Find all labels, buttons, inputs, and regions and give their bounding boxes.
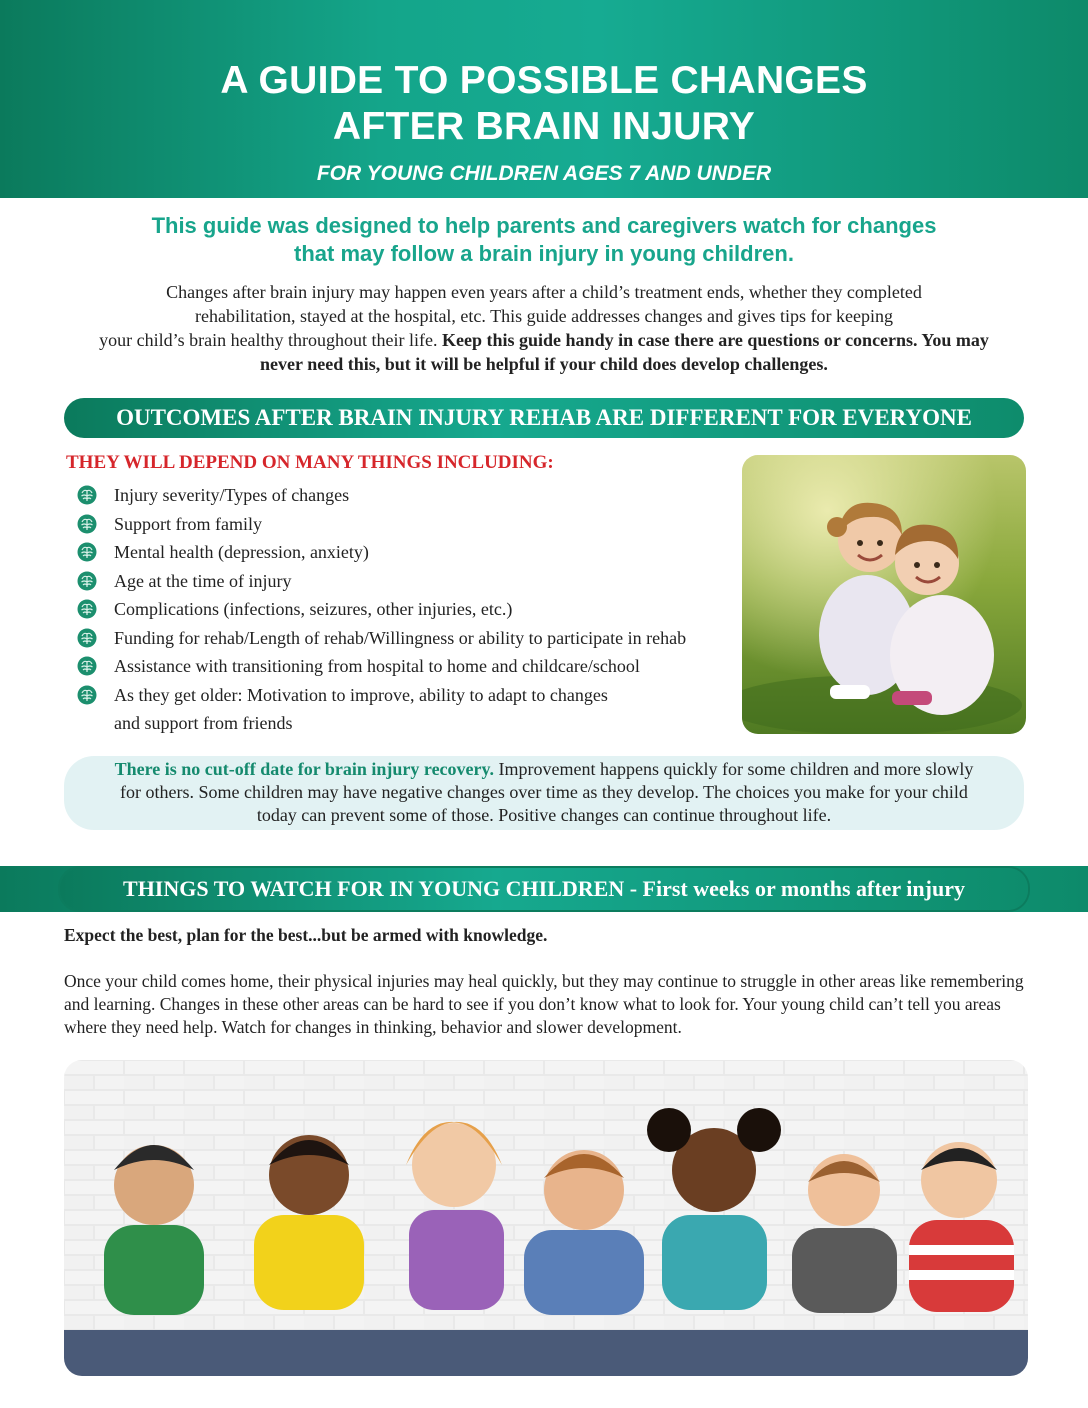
factor-item-text: Complications (infections, seizures, other injuries, etc.) (114, 599, 513, 619)
children-group-photo (64, 1060, 1028, 1376)
factor-item-text: Support from family (114, 513, 262, 534)
factor-item-text: Mental health (depression, anxiety) (114, 542, 369, 562)
brain-icon (74, 567, 100, 595)
brain-icon (74, 595, 100, 623)
note-line-1-rest: Improvement happens quickly for some children and more slowly (494, 759, 974, 779)
watch-paragraph: Once your child comes home, their physical injuries may heal quickly, but they may continue to struggle in other areas like remembering and learning. Changes in these other areas can be hard to see if you don’t know what to look for. Your young child can’t tell you areas where they need help. Watch for changes in thinking, behavior and slower development. (64, 971, 1024, 1037)
recovery-note (64, 756, 1024, 830)
brain-icon (74, 681, 100, 709)
factor-item-text: Assistance with transitioning from hospital to home and childcare/school (114, 656, 640, 676)
note-line-2: for others. Some children may have negative changes over time as they develop. The choices you make for your child (120, 782, 968, 802)
factor-item (74, 624, 754, 653)
factor-item (74, 481, 754, 510)
factor-item (74, 567, 754, 596)
note-lead: There is no cut-off date for brain injury recovery. (114, 759, 495, 779)
factor-item-text: Injury severity/Types of changes (114, 485, 350, 505)
intro-body-line-2: rehabilitation, stayed at the hospital, etc. This guide addresses changes and gives tips for keeping (195, 306, 893, 326)
factor-item (74, 538, 754, 567)
brain-icon (74, 538, 100, 566)
intro-lead-line-2: that may follow a brain injury in young children. (294, 241, 794, 266)
intro-body-line-3-plain: your child’s brain healthy throughout their life. (99, 330, 443, 350)
note-line-1 (64, 758, 1024, 781)
intro-lead-line-1: This guide was designed to help parents and caregivers watch for changes (151, 213, 937, 238)
two-girls-photo (742, 455, 1026, 734)
brain-icon (74, 652, 100, 680)
factor-item (74, 652, 754, 681)
intro-lead (0, 212, 1088, 268)
factor-item (74, 510, 754, 539)
intro-body-line-1: Changes after brain injury may happen even years after a child’s treatment ends, whether they completed (166, 282, 922, 302)
factor-item-text: Funding for rehab/Length of rehab/Willingness or ability to participate in rehab (114, 627, 687, 648)
factor-item (74, 681, 754, 710)
watch-section-text (64, 924, 1026, 1039)
title-line-2: AFTER BRAIN INJURY (332, 105, 756, 148)
factor-item-continuation (74, 709, 754, 738)
brain-icon (74, 481, 100, 509)
intro-body-line-4-bold: never need this, but it will be helpful if your child does develop challenges. (260, 354, 828, 374)
brain-icon (74, 510, 100, 538)
two-girls-photo-graphic (742, 455, 1026, 734)
brain-icon (74, 624, 100, 652)
spacer (74, 709, 100, 737)
watch-bold-line: Expect the best, plan for the best...but be armed with knowledge. (64, 925, 548, 945)
depend-heading: THEY WILL DEPEND ON MANY THINGS INCLUDING: (66, 452, 554, 473)
intro-body-line-3-bold: Keep this guide handy in case there are questions or concerns. You may (442, 330, 989, 350)
outcomes-section-band: OUTCOMES AFTER BRAIN INJURY REHAB ARE DIFFERENT FOR EVERYONE (64, 398, 1024, 438)
factor-item-continuation-text: and support from friends (114, 713, 293, 733)
factor-item-text: Age at the time of injury (114, 570, 292, 591)
factor-item-text: As they get older: Motivation to improve, ability to adapt to changes (114, 684, 608, 705)
page-subtitle: FOR YOUNG CHILDREN AGES 7 AND UNDER (316, 162, 772, 185)
intro-body-line-4 (60, 352, 1028, 376)
factor-item (74, 595, 754, 624)
intro-body-line-3 (60, 328, 1028, 352)
factor-list (74, 481, 754, 738)
watch-section-band: THINGS TO WATCH FOR IN YOUNG CHILDREN - First weeks or months after injury (60, 868, 1028, 910)
header-banner (0, 0, 1088, 198)
title-line-1: A GUIDE TO POSSIBLE CHANGES (220, 59, 868, 102)
page-title (0, 0, 1088, 150)
note-line-3: today can prevent some of those. Positive changes can continue throughout life. (256, 805, 832, 825)
intro-body (60, 280, 1028, 376)
children-group-photo-graphic (64, 1060, 1028, 1376)
